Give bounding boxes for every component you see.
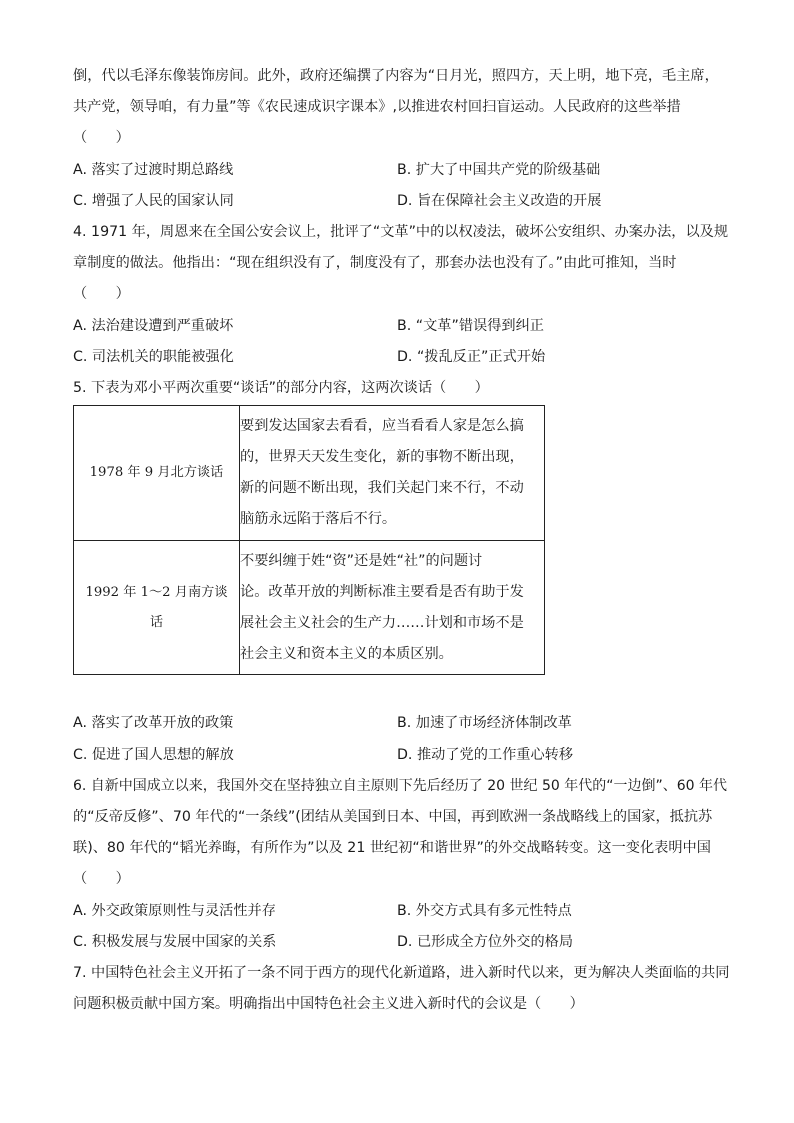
q3-stem-line-2: 共产党，领导咱，有力量”等《农民速成识字课本》,以推进农村回扫盲运动。人民政府的这些举措 bbox=[73, 99, 681, 115]
q4-option-d[interactable]: D. “拨乱反正”正式开始 bbox=[397, 349, 546, 365]
q3-option-c[interactable]: C. 增强了人民的国家认同 bbox=[73, 193, 234, 209]
q5-option-a[interactable]: A. 落实了改革开放的政策 bbox=[73, 715, 234, 731]
q7-stem-line-2: 问题积极贡献中国方案。明确指出中国特色社会主义进入新时代的会议是（ ） bbox=[73, 996, 584, 1012]
q4-option-c[interactable]: C. 司法机关的职能被强化 bbox=[73, 349, 234, 365]
q4-option-b[interactable]: B. “文革”错误得到纠正 bbox=[397, 318, 544, 334]
talk-content-cell bbox=[240, 541, 545, 675]
q6-option-b[interactable]: B. 外交方式具有多元性特点 bbox=[397, 903, 572, 919]
talk-content-line: 要到发达国家去看看，应当看看人家是怎么搞 bbox=[240, 418, 524, 434]
table-row bbox=[74, 406, 545, 541]
q5-stem: 5. 下表为邓小平两次重要“谈话”的部分内容，这两次谈话（ ） bbox=[73, 380, 489, 396]
q4-stem-line-1: 4. 1971 年，周恩来在全国公安会议上，批评了“文革”中的以权凌法，破坏公安组织、办案办法，以及规 bbox=[73, 224, 729, 240]
q4-answer-blank: （ ） bbox=[73, 286, 130, 302]
table-row bbox=[74, 541, 545, 675]
q3-option-d[interactable]: D. 旨在保障社会主义改造的开展 bbox=[397, 193, 602, 209]
q6-answer-blank: （ ） bbox=[73, 871, 130, 887]
q4-option-a[interactable]: A. 法治建设遭到严重破坏 bbox=[73, 318, 234, 334]
talk-date-cell bbox=[74, 406, 240, 541]
q3-answer-blank: （ ） bbox=[73, 130, 130, 146]
q3-stem-line-1: 倒，代以毛泽东像装饰房间。此外，政府还编撰了内容为“日月光，照四方，天上明，地下亮，毛主席， bbox=[73, 68, 719, 84]
q4-stem-line-2: 章制度的做法。他指出：“现在组织没有了，制度没有了，那套办法也没有了。”由此可推知，当时 bbox=[73, 255, 677, 271]
q5-option-b[interactable]: B. 加速了市场经济体制改革 bbox=[397, 715, 572, 731]
talk-date-cell bbox=[74, 541, 240, 675]
q6-option-c[interactable]: C. 积极发展与发展中国家的关系 bbox=[73, 934, 277, 950]
talk-date-label: 话 bbox=[149, 614, 164, 630]
q6-stem-line-3: 联)、80 年代的“韬光养晦，有所作为”以及 21 世纪初“和谐世界”的外交战略转变。这一变化表明中国 bbox=[73, 840, 711, 856]
talk-content-line: 展社会主义社会的生产力……计划和市场不是 bbox=[240, 614, 524, 631]
talk-content-line: 脑筋永远陷于落后不行。 bbox=[240, 511, 397, 527]
q3-option-b[interactable]: B. 扩大了中国共产党的阶级基础 bbox=[397, 162, 601, 178]
q6-stem-line-1: 6. 自新中国成立以来，我国外交在坚持独立自主原则下先后经历了 20 世纪 50 年代的“一边倒”、60 年代 bbox=[73, 778, 728, 794]
q7-stem-line-1: 7. 中国特色社会主义开拓了一条不同于西方的现代化新道路，进入新时代以来，更为解决人类面临的共同 bbox=[73, 965, 730, 981]
talk-content-line: 论。改革开放的判断标准主要看是否有助于发 bbox=[240, 583, 524, 600]
q3-option-a[interactable]: A. 落实了过渡时期总路线 bbox=[73, 162, 234, 178]
talk-content-line: 的，世界天天发生变化，新的事物不断出现， bbox=[240, 449, 524, 465]
talk-content-line: 社会主义和资本主义的本质区别。 bbox=[240, 645, 453, 662]
q5-option-c[interactable]: C. 促进了国人思想的解放 bbox=[73, 747, 234, 763]
q6-option-d[interactable]: D. 已形成全方位外交的格局 bbox=[397, 934, 574, 950]
talk-date-label: 1992 年 1～2 月南方谈 bbox=[85, 584, 228, 600]
q6-stem-line-2: 的“反帝反修”、70 年代的“一条线”(团结从美国到日本、中国，再到欧洲一条战略线上的国家，抵抗苏 bbox=[73, 809, 713, 825]
talk-content-cell bbox=[240, 406, 545, 541]
talk-content-line: 新的问题不断出现，我们关起门来不行，不动 bbox=[240, 480, 524, 496]
talk-content-line: 不要纠缠于姓“资”还是姓“社”的问题讨 bbox=[240, 552, 483, 569]
q6-option-a[interactable]: A. 外交政策原则性与灵活性并存 bbox=[73, 903, 276, 919]
talk-date-label: 1978 年 9 月北方谈话 bbox=[89, 465, 224, 480]
q5-option-d[interactable]: D. 推动了党的工作重心转移 bbox=[397, 747, 574, 763]
deng-talks-table bbox=[73, 405, 545, 675]
